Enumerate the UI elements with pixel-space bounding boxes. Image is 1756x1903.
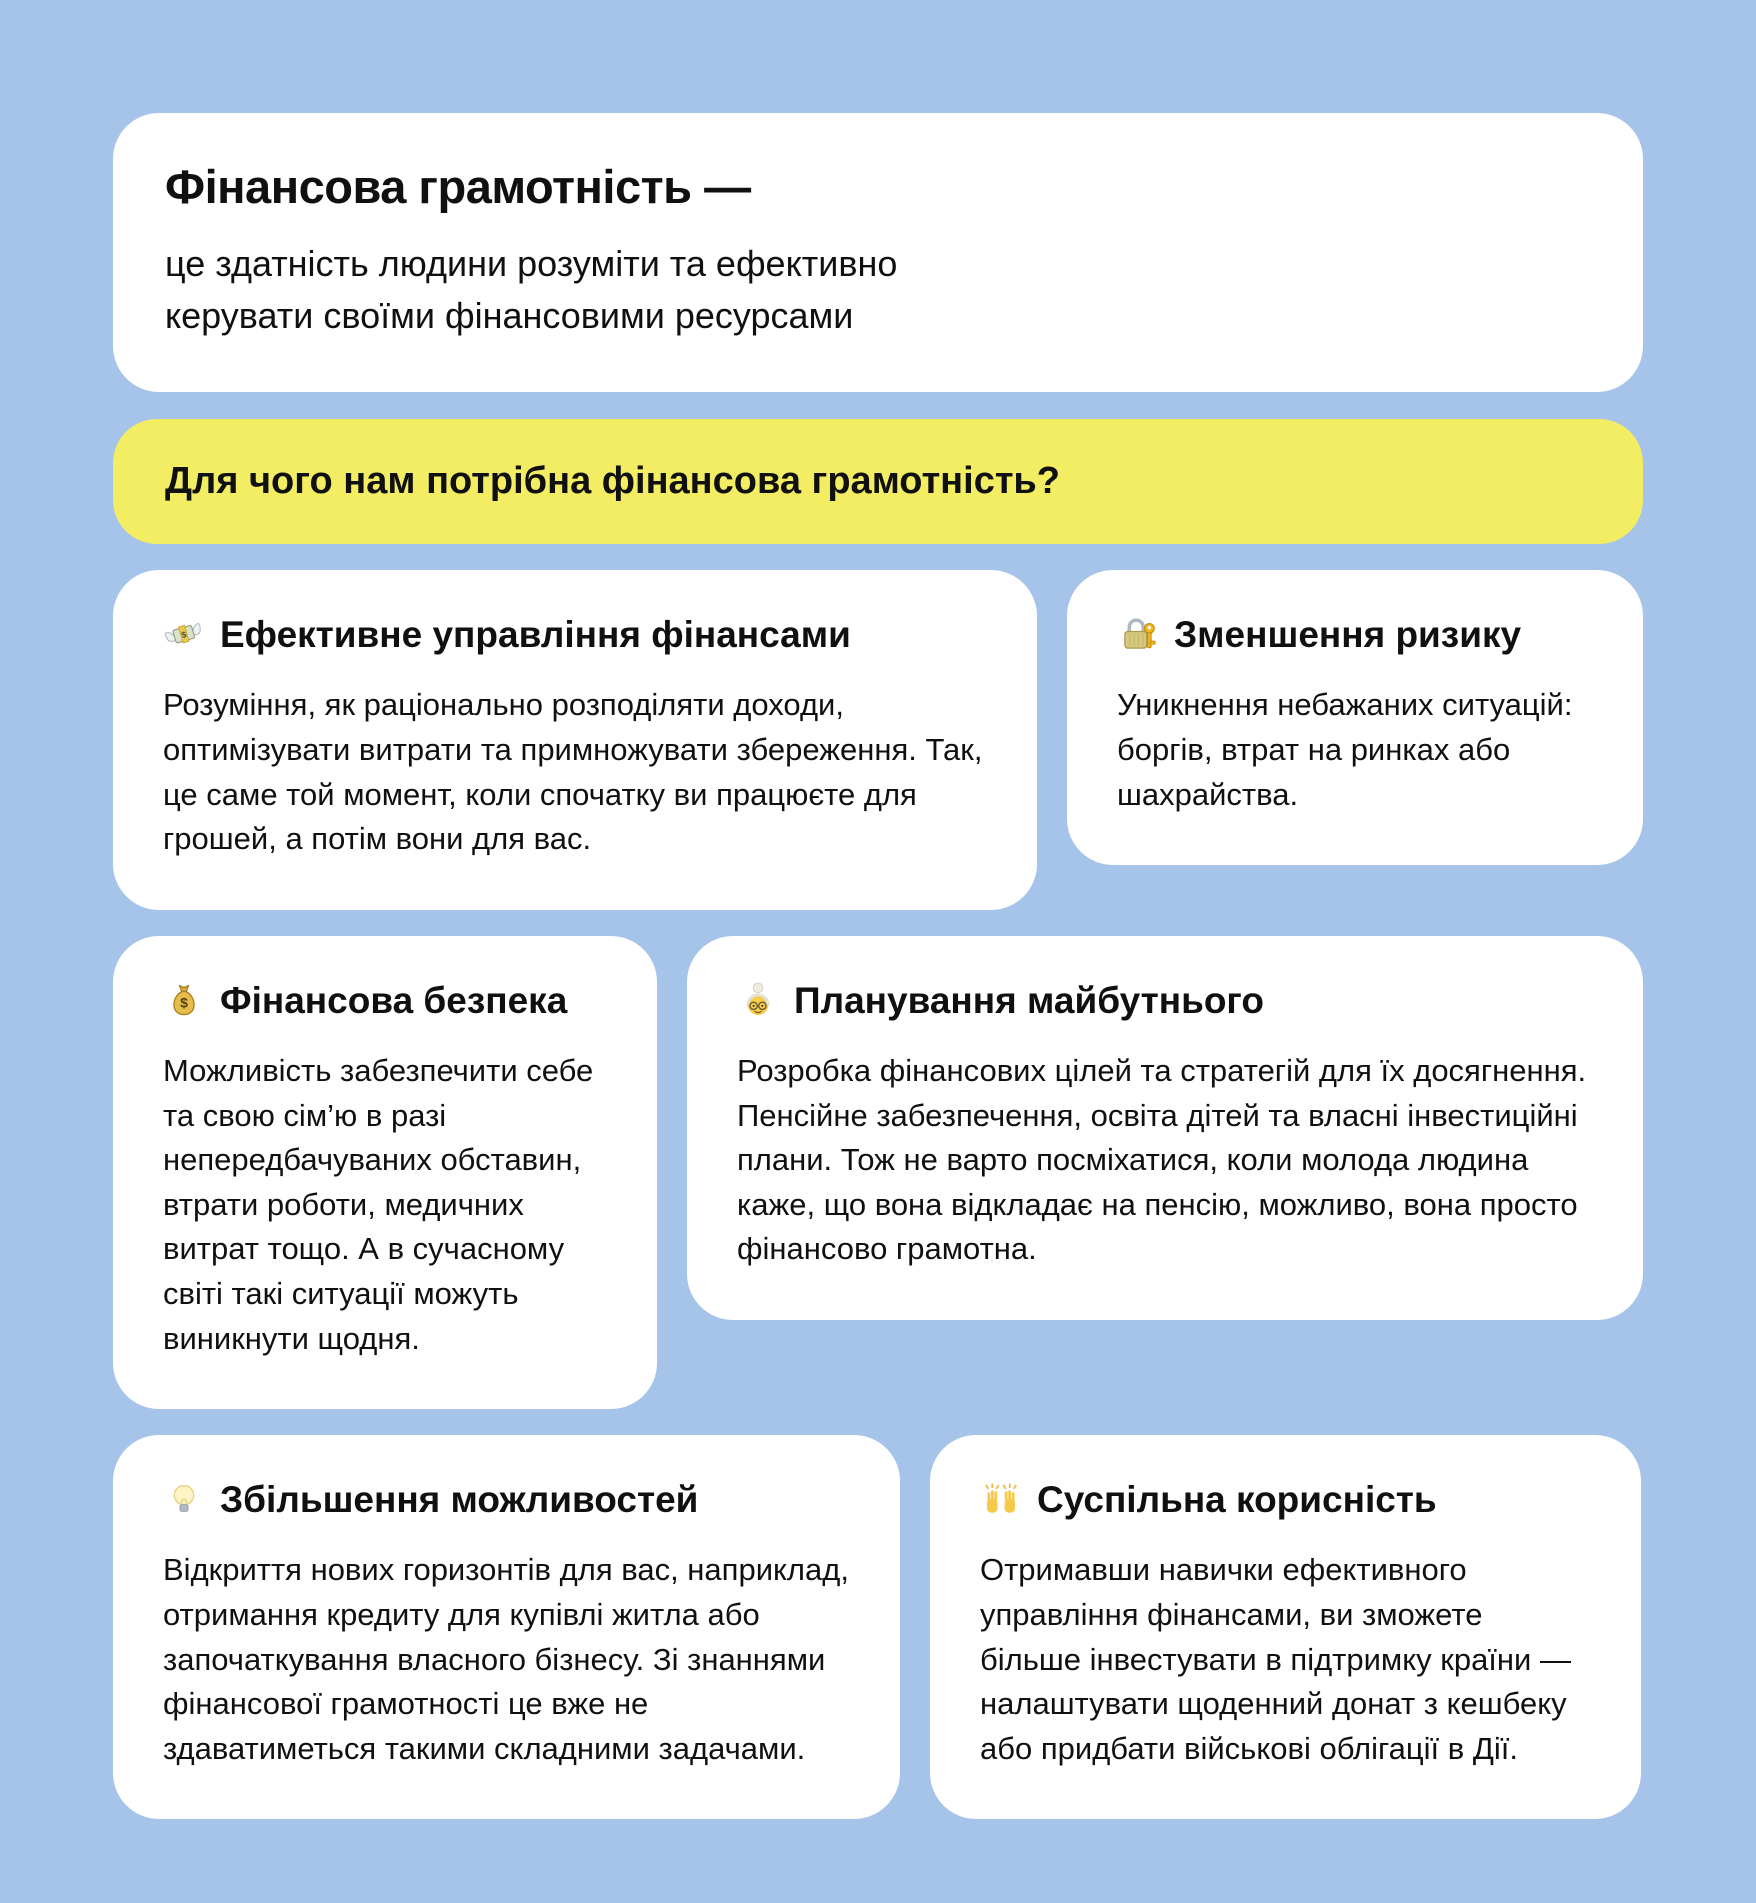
card-body-text: Відкриття нових горизонтів для вас, наприклад, отримання кредиту для купівлі житла або започаткування власного бізнесу. Зі знаннями фінансової грамотності це вже не здаватиметься такими складними задачами. (163, 1552, 849, 1766)
card-title-text: Зменшення ризику (1174, 614, 1522, 656)
card-title-row (737, 980, 1593, 1022)
card-body-text: Уникнення небажаних ситуацій: боргів, втрат на ринках або шахрайства. (1117, 687, 1573, 812)
card-title-row (163, 1479, 850, 1521)
question-banner-text: Для чого нам потрібна фінансова грамотність? (165, 460, 1061, 503)
locked-with-key-icon (1117, 614, 1159, 656)
card-title-text: Ефективне управління фінансами (220, 614, 851, 656)
page-title: Фінансова грамотність — (165, 160, 751, 213)
card-social-benefit (930, 1435, 1641, 1819)
card-title-text: Планування майбутнього (794, 979, 1264, 1021)
card-title-text: Збільшення можливостей (220, 1479, 699, 1521)
card-effective-finance-management (113, 570, 1037, 910)
card-body-text: Можливість забезпечити себе та свою сім’ю в разі непередбачуваних обставин, втрати роботи, медичних витрат тощо. А в сучасному світі такі ситуації можуть виникнути щодня. (163, 1052, 594, 1356)
card-risk-reduction (1067, 570, 1643, 865)
card-title-row (980, 1479, 1591, 1521)
card-title-text: Суспільна корисність (1037, 1479, 1437, 1521)
raising-hands-icon (980, 1479, 1022, 1521)
card-title-row (163, 980, 607, 1022)
light-bulb-icon (163, 1479, 205, 1521)
money-bag-icon (163, 980, 205, 1022)
question-banner (113, 419, 1643, 544)
page-subtitle: це здатність людини розуміти та ефективно керувати своїми фінансовими ресурсами (165, 243, 898, 337)
card-body-text: Розробка фінансових цілей та стратегій для їх досягнення. Пенсійне забезпечення, освіта дітей та власні інвестиційні плани. Тож не варто посміхатися, коли молода людина каже, що вона відкладає на пенсію, можливо, вона просто фінансово грамотна. (737, 1052, 1587, 1267)
cards-grid (113, 570, 1643, 1819)
card-financial-safety (113, 936, 657, 1409)
card-body-text: Розуміння, як раціонально розподіляти доходи, оптимізувати витрати та примножувати збереження. Так, це саме той момент, коли спочатку ви працюєте для грошей, а потім вони для вас. (163, 687, 983, 857)
card-future-planning (687, 936, 1643, 1320)
card-title-row (1117, 614, 1593, 656)
cards-row-2 (113, 936, 1643, 1409)
cards-row-1 (113, 570, 1643, 910)
svg-text:$: $ (180, 994, 188, 1011)
money-with-wings-icon (163, 614, 205, 656)
card-more-opportunities (113, 1435, 900, 1819)
svg-text:$: $ (180, 629, 188, 641)
cards-row-3 (113, 1435, 1643, 1819)
card-title-text: Фінансова безпека (220, 979, 568, 1021)
header-card (113, 113, 1643, 392)
card-body-text: Отримавши навички ефективного управління фінансами, ви зможете більше інвестувати в підтримку країни — налаштувати щоденний донат з кешбеку або придбати військові облігації в Дії. (980, 1552, 1571, 1766)
old-woman-icon (737, 980, 779, 1022)
card-title-row (163, 614, 987, 656)
